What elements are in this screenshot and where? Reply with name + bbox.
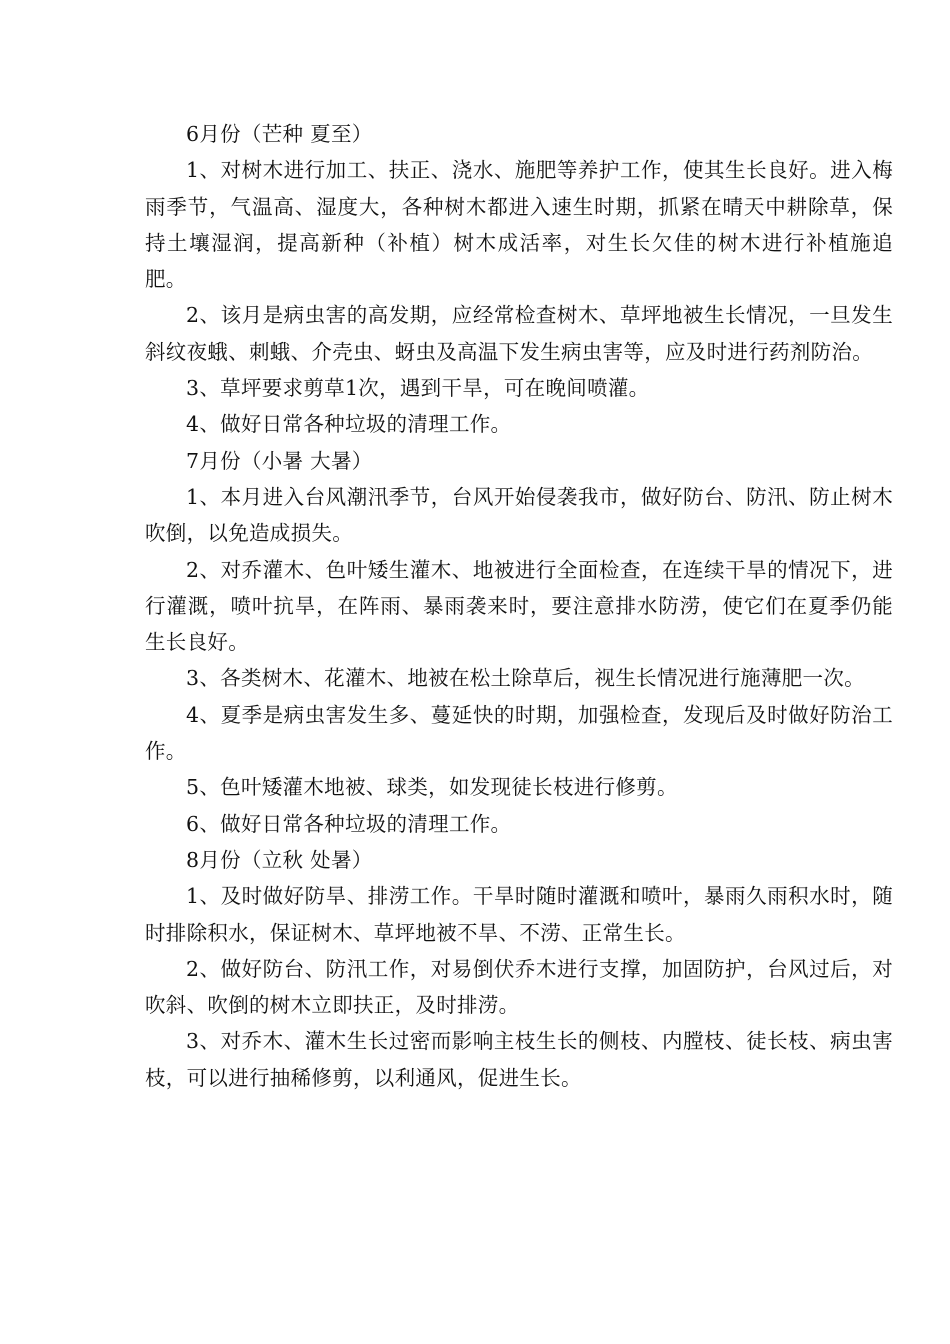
- june-item-1: 1、对树木进行加工、扶正、浇水、施肥等养护工作，使其生长良好。进入梅雨季节，气温高、湿度大，各种树木都进入速生时期，抓紧在晴天中耕除草，保持土壤湿润，提高新种（补植）树木成活率，对生长欠佳的树木进行补植施追肥。: [145, 158, 893, 292]
- section-heading-july: 7月份（小暑 大暑）: [186, 448, 373, 473]
- june-item-2: 2、该月是病虫害的高发期，应经常检查树木、草坪地被生长情况，一旦发生斜纹夜蛾、刺蛾、介壳虫、蚜虫及高温下发生病虫害等，应及时进行药剂防治。: [145, 303, 893, 364]
- section-heading-august: 8月份（立秋 处暑）: [186, 847, 373, 872]
- june-item-3: 3、草坪要求剪草1次，遇到干旱，可在晚间喷灌。: [186, 376, 650, 401]
- july-item-6: 6、做好日常各种垃圾的清理工作。: [186, 811, 512, 836]
- august-item-3: 3、对乔木、灌木生长过密而影响主枝生长的侧枝、内膛枝、徒长枝、病虫害枝，可以进行抽稀修剪，以利通风，促进生长。: [145, 1029, 893, 1090]
- july-item-3: 3、各类树木、花灌木、地被在松土除草后，视生长情况进行施薄肥一次。: [186, 666, 865, 691]
- july-item-4: 4、夏季是病虫害发生多、蔓延快的时期，加强检查，发现后及时做好防治工作。: [145, 702, 893, 764]
- august-item-2: 2、做好防台、防汛工作，对易倒伏乔木进行支撑，加固防护，台风过后，对吹斜、吹倒的树木立即扶正，及时排涝。: [145, 956, 893, 1018]
- june-item-4: 4、做好日常各种垃圾的清理工作。: [186, 412, 512, 437]
- section-heading-june: 6月份（芒种 夏至）: [186, 122, 373, 146]
- july-item-5: 5、色叶矮灌木地被、球类，如发现徒长枝进行修剪。: [186, 775, 678, 800]
- july-item-2: 2、对乔灌木、色叶矮生灌木、地被进行全面检查，在连续干旱的情况下，进行灌溉，喷叶抗旱，在阵雨、暴雨袭来时，要注意排水防涝，使它们在夏季仍能生长良好。: [145, 557, 893, 655]
- july-item-1: 1、本月进入台风潮汛季节，台风开始侵袭我市，做好防台、防汛、防止树木吹倒，以免造成损失。: [145, 484, 893, 546]
- document-body: [145, 116, 893, 1096]
- august-item-1: 1、及时做好防旱、排涝工作。干旱时随时灌溉和喷叶，暴雨久雨积水时，随时排除积水，保证树木、草坪地被不旱、不涝、正常生长。: [145, 884, 893, 945]
